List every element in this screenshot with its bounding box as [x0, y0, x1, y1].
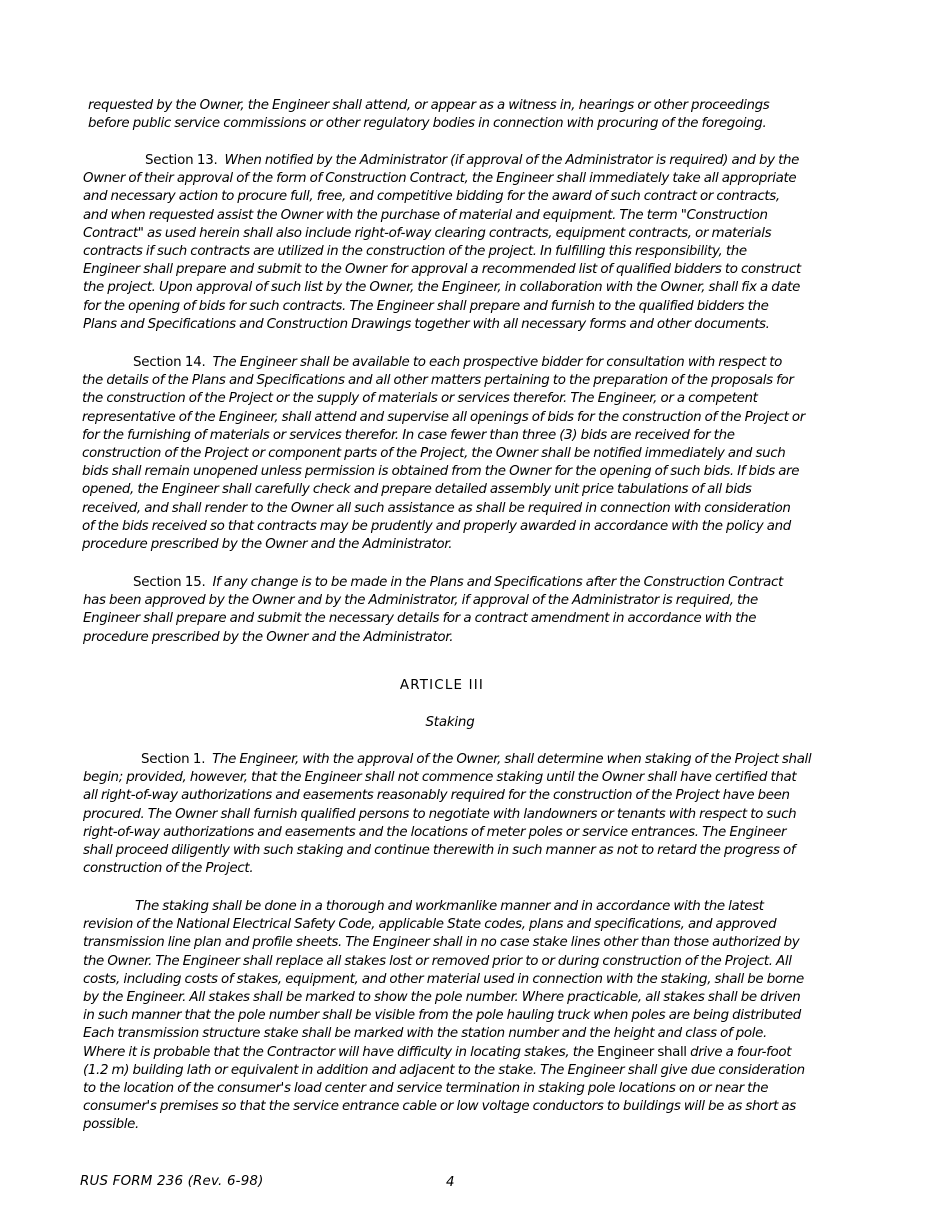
section-14-heading: Section 14. — [133, 355, 206, 370]
footer-form-label: RUS FORM 236 (Rev. 6-98) — [80, 1174, 264, 1189]
section-15-heading: Section 15. — [133, 575, 206, 590]
staking-paragraph — [83, 898, 811, 1135]
intro-paragraph: requested by the Owner, the Engineer shall attend, or appear as a witness in, hearings or other proceedings before public service commissions or other regulatory bodies in connection with procuring of the foregoing. — [88, 98, 770, 132]
section-13-heading: Section 13. — [145, 153, 218, 168]
section-13-body: When notified by the Administrator (if approval of the Administrator is required) and by the Owner of their approval of the form of Construction Contract, the Engineer shall immediately take all appropriate and necessary action to procure full, free, and competitive bidding for the award of such contract or contracts, and when requested assist the Owner with the purchase of material and equipment. The term "Construction Contract" as used herein shall also include right-of-way clearing contracts, equipment contracts, or materials contracts if such contracts are utilized in the construction of the project. In fulfilling this responsibility, the Engineer shall prepare and submit to the Owner for approval a recommended list of qualified bidders to construct the project. Upon approval of such list by the Owner, the Engineer, in collaboration with the Owner, shall fix a date for the opening of bids for such contracts. The Engineer shall prepare and furnish to the qualified bidders the Plans and Specifications and Construction Drawings together with all necessary forms and other documents. — [83, 153, 801, 332]
section-15-paragraph — [83, 574, 793, 647]
staking-paragraph-part-2: Engineer shall — [597, 1044, 687, 1060]
section-15-body: If any change is to be made in the Plans and Specifications after the Construction Contract has been approved by the Owner and by the Administrator, if approval of the Administrator is required, the Engineer shall prepare and submit the necessary details for a contract amendment in accordance with the procedure prescribed by the Owner and the Administrator. — [83, 575, 783, 645]
article-title: ARTICLE III — [399, 678, 485, 693]
staking-paragraph-part-1: The staking shall be done in a thorough and workmanlike manner and in accordance with the latest revision of the National Electrical Safety Code, applicable State codes, plans and specifications, and approved transmission line plan and profile sheets. The Engineer shall in no case stake lines other than those authorized by the Owner. The Engineer shall replace all stakes lost or removed prior to or during construction of the Project. All costs, including costs of stakes, equipment, and other material used in connection with the staking, shall be borne by the Engineer. All stakes shall be marked to show the pole number. Where practicable, all stakes shall be driven in such manner that the pole number shall be visible from the pole hauling truck when poles are being distributed Each transmission structure stake shall be marked with the station number and the height and class of pole. Where it is probable that the Contractor will have difficulty in locating stakes, the — [83, 899, 804, 1060]
article-section-1-body: The Engineer, with the approval of the Owner, shall determine when staking of the Project shall begin; provided, however, that the Engineer shall not commence staking until the Owner shall have certified that all right-of-way authorizations and easements reasonably required for the construction of the Project have been procured. The Owner shall furnish qualified persons to negotiate with landowners or tenants with respect to such right-of-way authorizations and easements and the locations of meter poles or service entrances. The Engineer shall proceed diligently with such staking and continue therewith in such manner as not to retard the progress of construction of the Project. — [83, 752, 812, 877]
article-subtitle: Staking — [425, 715, 475, 730]
article-section-1-heading: Section 1. — [141, 752, 206, 767]
section-14-body: The Engineer shall be available to each prospective bidder for consultation with respect to the details of the Plans and Specifications and all other matters pertaining to the preparation of the proposals for the construction of the Project or the supply of materials or services therefor. The Engineer, or a competent representative of the Engineer, shall attend and supervise all openings of bids for the construction of the Project or for the furnishing of materials or services therefor. In case fewer than three (3) bids are received for the construction of the Project or component parts of the Project, the Owner shall be notified immediately and such bids shall remain unopened unless permission is obtained from the Owner for the opening of such bids. If bids are opened, the Engineer shall carefully check and prepare detailed assembly unit price tabulations of all bids received, and shall render to the Owner all such assistance as shall be required in connection with consideration of the bids received so that contracts may be prudently and properly awarded in accordance with the policy and procedure prescribed by the Owner and the Administrator. — [82, 355, 805, 553]
staking-paragraph-part-3: drive a four-foot (1.2 m) building lath or equivalent in addition and adjacent to the stake. The Engineer shall give due consideration to the location of the consumer's load center and service termination in staking pole locations on or near the consumer's premises so that the service entrance cable or low voltage conductors to buildings will be as short as possible. — [83, 1044, 805, 1133]
section-14-paragraph — [82, 354, 806, 554]
section-13-paragraph — [83, 152, 805, 334]
footer-page-number: 4 — [446, 1175, 455, 1190]
article-section-1-paragraph — [83, 751, 813, 878]
